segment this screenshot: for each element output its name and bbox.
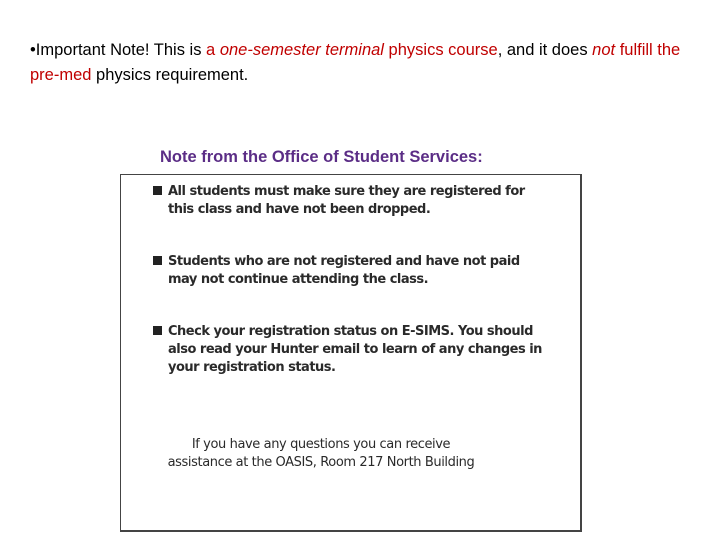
- note-and-it-does: , and it does: [497, 41, 593, 59]
- square-bullet-icon: [153, 256, 162, 265]
- assistance-info: If you have any questions you can receive assistance at the OASIS, Room 217 North Building: [167, 437, 475, 470]
- notice-item: [168, 183, 548, 219]
- note-requirement: physics requirement.: [91, 66, 249, 84]
- notice-item: [168, 253, 548, 289]
- note-intro: Important Note! This is: [35, 41, 207, 59]
- square-bullet-icon: [153, 326, 162, 335]
- note-one-semester-terminal: one-semester terminal: [219, 41, 384, 59]
- student-services-notice: [120, 174, 582, 532]
- square-bullet-icon: [153, 186, 162, 195]
- note-not: not: [592, 41, 616, 59]
- notice-item-text: Students who are not registered and have not paid may not continue attending the class.: [168, 254, 520, 287]
- notice-item-text: Check your registration status on E-SIMS. You should also read your Hunter email to learn of any changes in your registration status.: [168, 324, 542, 375]
- office-note-title: Note from the Office of Student Services:: [160, 148, 483, 166]
- note-a: a: [206, 41, 220, 59]
- note-physics-course: physics course: [383, 41, 498, 59]
- note-bullet: •: [30, 41, 36, 59]
- notice-item-text: All students must make sure they are registered for this class and have not been dropped.: [168, 184, 525, 217]
- important-note: [30, 38, 690, 88]
- note-fulfill-premed: fulfill the pre-med: [30, 41, 681, 84]
- notice-item: [168, 323, 548, 377]
